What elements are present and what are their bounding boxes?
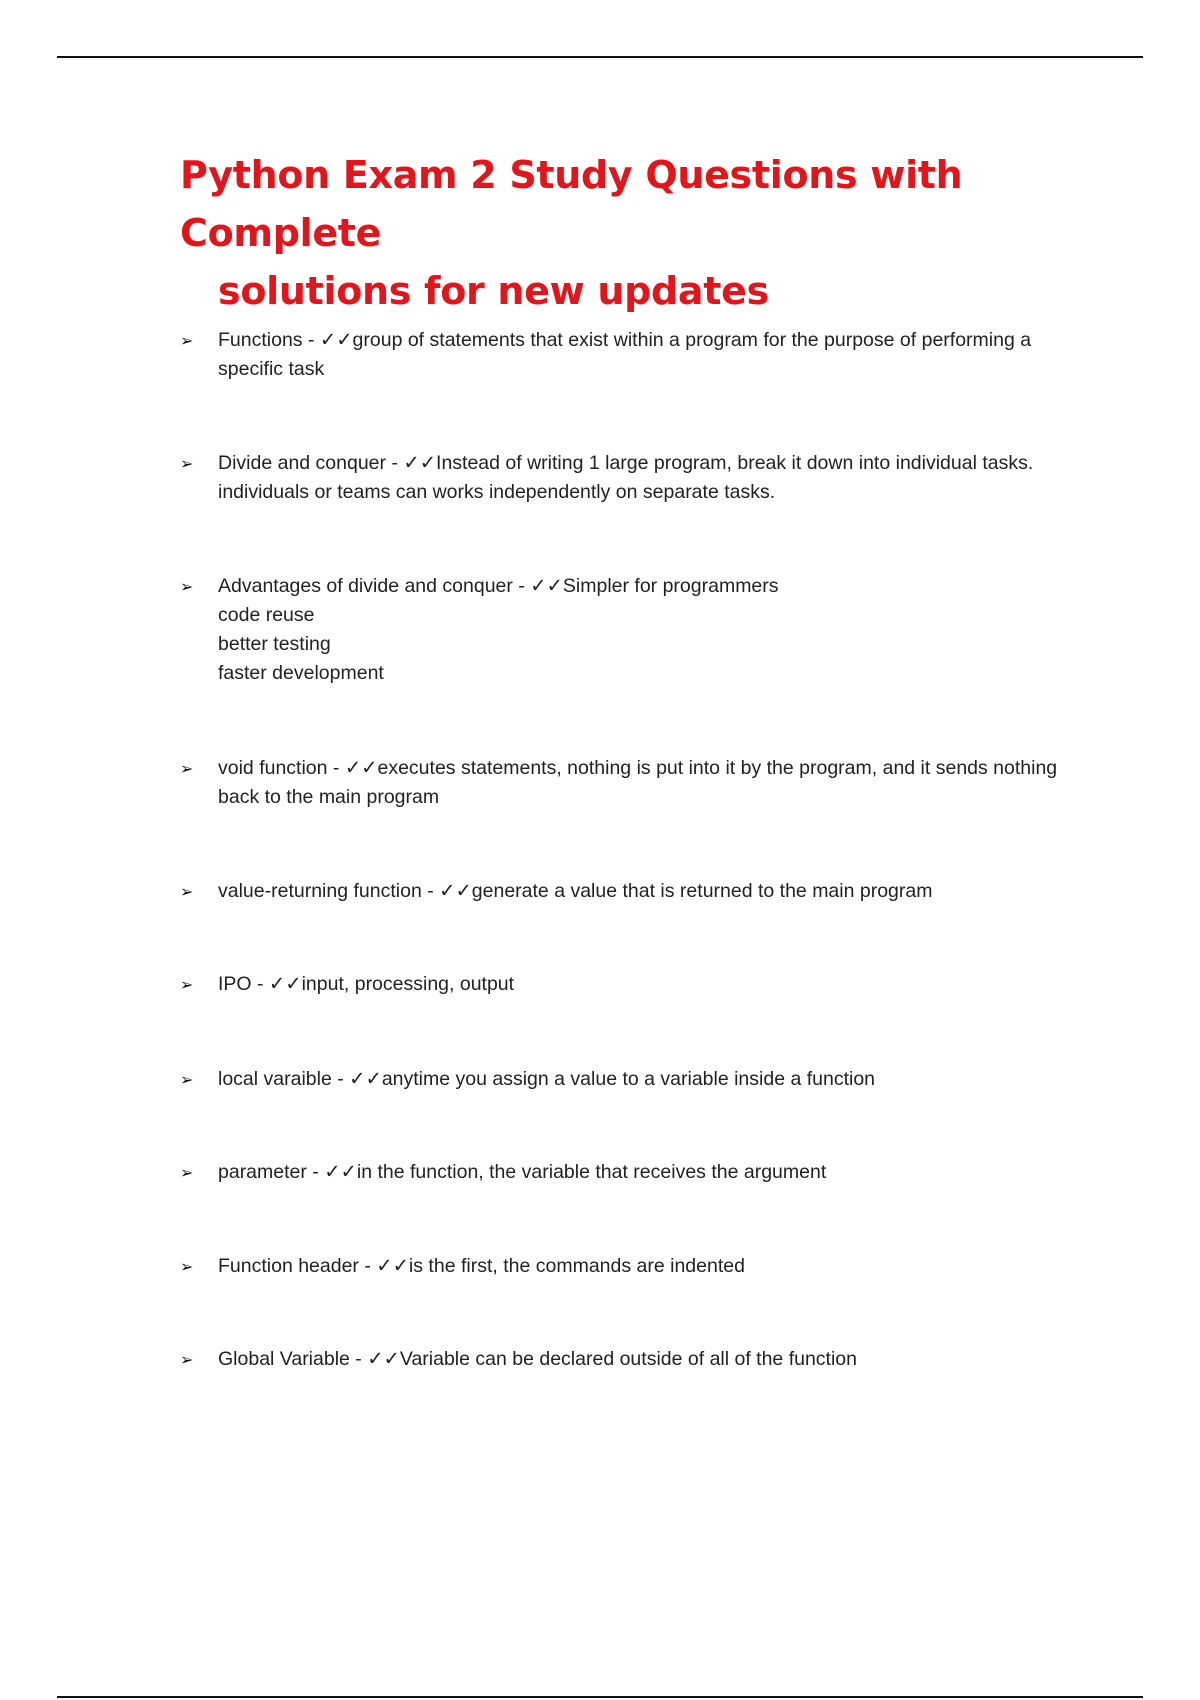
arrow-bullet-icon: ➢ [180, 1257, 194, 1276]
page-title-line-2: solutions for new updates [218, 269, 769, 313]
list-item [180, 572, 1080, 688]
arrow-bullet-icon: ➢ [180, 1163, 194, 1182]
arrow-bullet-icon: ➢ [180, 759, 194, 778]
list-item-text: parameter - ✓✓in the function, the variable that receives the argument [218, 1161, 827, 1183]
arrow-bullet-icon: ➢ [180, 454, 194, 473]
list-item [180, 1065, 1080, 1094]
list-item-text: local varaible - ✓✓anytime you assign a value to a variable inside a function [218, 1068, 876, 1090]
list-item [180, 1158, 1080, 1187]
bottom-divider [57, 1696, 1143, 1698]
arrow-bullet-icon: ➢ [180, 1070, 194, 1089]
arrow-bullet-icon: ➢ [180, 577, 194, 596]
arrow-bullet-icon: ➢ [180, 1350, 194, 1369]
list-item [180, 754, 1080, 812]
list-item-text: void function - ✓✓executes statements, nothing is put into it by the program, and it sends nothing back to the main program [218, 757, 1058, 808]
list-item-text: IPO - ✓✓input, processing, output [218, 973, 515, 995]
list-item-text: Advantages of divide and conquer - ✓✓Simpler for programmers code reuse better testing faster development [218, 575, 779, 684]
top-divider [57, 56, 1143, 58]
list-item-text: Function header - ✓✓is the first, the commands are indented [218, 1255, 745, 1277]
list-item [180, 1345, 1080, 1374]
list-item-text: Functions - ✓✓group of statements that exist within a program for the purpose of performing a specific task [218, 329, 1032, 380]
list-item-text: Global Variable - ✓✓Variable can be declared outside of all of the function [218, 1348, 857, 1370]
list-item [180, 970, 1080, 999]
list-item [180, 449, 1080, 507]
arrow-bullet-icon: ➢ [180, 882, 194, 901]
arrow-bullet-icon: ➢ [180, 975, 194, 994]
list-item-text: value-returning function - ✓✓generate a value that is returned to the main program [218, 880, 933, 902]
arrow-bullet-icon: ➢ [180, 331, 194, 350]
page-title-line-1: Python Exam 2 Study Questions with Complete [180, 153, 963, 255]
list-item [180, 877, 1080, 906]
list-item [180, 1252, 1080, 1281]
list-item [180, 326, 1080, 384]
page-title [180, 146, 1080, 320]
list-item-text: Divide and conquer - ✓✓Instead of writing 1 large program, break it down into individual tasks. individuals or teams can works independently on separate tasks. [218, 452, 1034, 503]
